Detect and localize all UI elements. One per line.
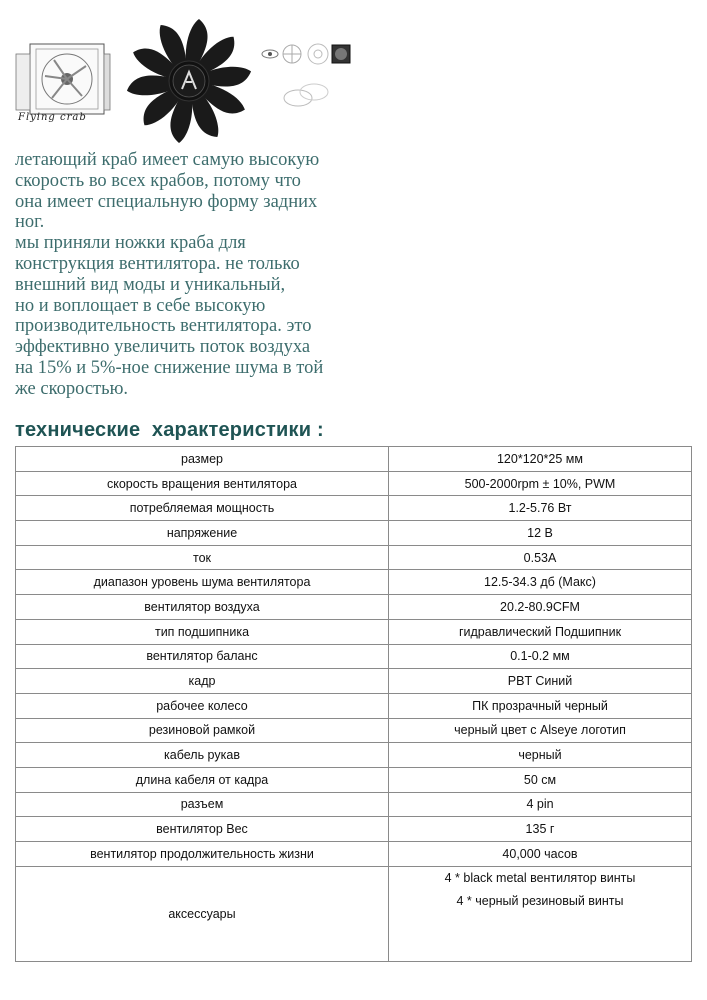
spec-value: 1.2-5.76 Вт [389, 496, 692, 521]
spec-title: технические характеристики : [15, 419, 324, 441]
description-line: но и воплощает в себе высокую [15, 295, 266, 316]
spec-name: кадр [16, 669, 389, 694]
spec-name: скорость вращения вентилятора [16, 471, 389, 496]
table-row [16, 842, 692, 867]
spec-name: диапазон уровень шума вентилятора [16, 570, 389, 595]
spec-name: разъем [16, 792, 389, 817]
spec-name: вентилятор баланс [16, 644, 389, 669]
spec-name: размер [16, 447, 389, 472]
spec-name: напряжение [16, 521, 389, 546]
spec-value: 12.5-34.3 дб (Макс) [389, 570, 692, 595]
description-line: мы приняли ножки краба для [15, 233, 246, 254]
spec-name: ток [16, 545, 389, 570]
spec-value: 4 pin [389, 792, 692, 817]
description-line: на 15% и 5%-ное снижение шума в той [15, 357, 324, 378]
fan-parts-image [258, 40, 368, 130]
spec-table [15, 446, 692, 962]
spec-name: вентилятор продолжительность жизни [16, 842, 389, 867]
table-row [16, 792, 692, 817]
spec-value: 120*120*25 мм [389, 447, 692, 472]
spec-value: гидравлический Подшипник [389, 619, 692, 644]
spec-value: 135 г [389, 817, 692, 842]
spec-name: вентилятор воздуха [16, 595, 389, 620]
table-row [16, 644, 692, 669]
table-row [16, 767, 692, 792]
spec-value: 20.2-80.9CFM [389, 595, 692, 620]
description-line: скорость во всех крабов, потому что [15, 170, 301, 191]
logo-caption: Flying crab [18, 112, 87, 123]
description-line: производительность вентилятора. это [15, 316, 312, 337]
fan-image [124, 16, 254, 146]
spec-value: PBT Синий [389, 669, 692, 694]
spec-name: вентилятор Вес [16, 817, 389, 842]
description-line: внешний вид моды и уникальный, [15, 274, 286, 295]
table-row [16, 718, 692, 743]
table-row [16, 669, 692, 694]
spec-value: 0.53А [389, 545, 692, 570]
spec-name: длина кабеля от кадра [16, 767, 389, 792]
description-line: эффективно увеличить поток воздуха [15, 337, 311, 358]
spec-name: кабель рукав [16, 743, 389, 768]
spec-name: рабочее колесо [16, 693, 389, 718]
table-row [16, 471, 692, 496]
description-line: конструкция вентилятора. не только [15, 253, 300, 274]
table-row [16, 570, 692, 595]
description-line: ног. [15, 212, 45, 233]
table-row [16, 447, 692, 472]
description-line: летающий краб имеет самую высокую [15, 150, 320, 170]
accessory-line: 4 * black metal вентилятор винты [444, 870, 636, 885]
spec-value: черный [389, 743, 692, 768]
spec-name: резиновой рамкой [16, 718, 389, 743]
spec-value: 0.1-0.2 мм [389, 644, 692, 669]
table-row [16, 817, 692, 842]
spec-value: 12 В [389, 521, 692, 546]
spec-value: черный цвет с Alseye логотип [389, 718, 692, 743]
spec-value: 500-2000rpm ± 10%, PWM [389, 471, 692, 496]
table-row [16, 595, 692, 620]
spec-value: 50 см [389, 767, 692, 792]
spec-name: потребляемая мощность [16, 496, 389, 521]
product-images [0, 0, 707, 150]
spec-value: ПК прозрачный черный [389, 693, 692, 718]
accessories-value [389, 866, 692, 961]
table-row [16, 743, 692, 768]
accessory-line: 4 * черный резиновый винты [456, 893, 624, 908]
table-row [16, 545, 692, 570]
spec-name: тип подшипника [16, 619, 389, 644]
description-line: же скоростью. [15, 378, 129, 399]
spec-value: 40,000 часов [389, 842, 692, 867]
table-row [16, 866, 692, 961]
product-description [15, 150, 375, 400]
description-line: она имеет специальную форму задних [15, 191, 318, 212]
table-row [16, 619, 692, 644]
table-row [16, 521, 692, 546]
spec-name: аксессуары [16, 866, 389, 961]
table-row [16, 496, 692, 521]
table-row [16, 693, 692, 718]
